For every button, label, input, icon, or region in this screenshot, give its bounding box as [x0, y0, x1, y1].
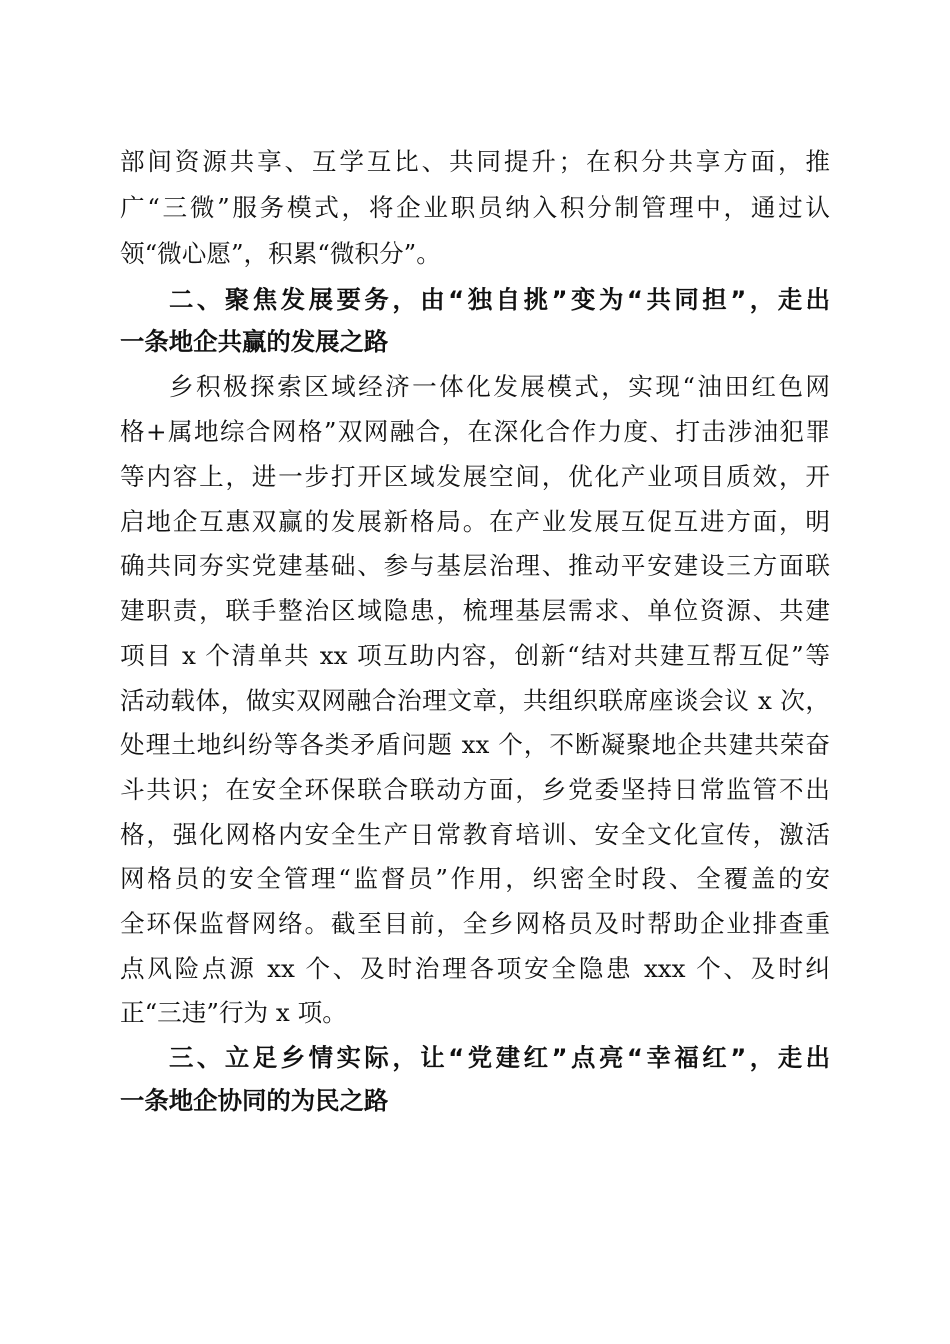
- text-line: 全环保监督网络。截至目前，全乡网格员及时帮助企业排查重: [120, 909, 830, 938]
- text-line: 确共同夯实党建基础、参与基层治理、推动平安建设三方面联: [120, 551, 830, 580]
- text-line: 项目 x 个清单共 xx 项互助内容，创新“结对共建互帮互促”等: [120, 641, 830, 670]
- text-line: 部间资源共享、互学互比、共同提升；在积分共享方面，推: [120, 147, 830, 176]
- text-line: 建职责，联手整治区域隐患，梳理基层需求、单位资源、共建: [120, 596, 830, 625]
- heading-line: 三、立足乡情实际，让“党建红”点亮“幸福红”，走出: [169, 1043, 830, 1072]
- text-line: 处理土地纠纷等各类矛盾问题 xx 个，不断凝聚地企共建共荣奋: [120, 730, 830, 759]
- text-line: 点风险点源 xx 个、及时治理各项安全隐患 xxx 个、及时纠: [120, 954, 830, 983]
- text-line: 乡积极探索区域经济一体化发展模式，实现“油田红色网: [169, 372, 830, 401]
- text-line: 斗共识；在安全环保联合联动方面，乡党委坚持日常监管不出: [120, 775, 830, 804]
- text-line: 领“微心愿”，积累“微积分”。: [120, 239, 441, 268]
- text-line: 广“三微”服务模式，将企业职员纳入积分制管理中，通过认: [120, 193, 830, 222]
- heading-line: 一条地企协同的为民之路: [120, 1086, 389, 1115]
- text-line: 格，强化网格内安全生产日常教育培训、安全文化宣传，激活: [120, 820, 830, 849]
- heading-line: 一条地企共赢的发展之路: [120, 327, 389, 356]
- text-line: 启地企互惠双赢的发展新格局。在产业发展互促互进方面，明: [120, 507, 830, 536]
- text-line: 活动载体，做实双网融合治理文章，共组织联席座谈会议 x 次，: [120, 686, 830, 715]
- heading-line: 二、聚焦发展要务，由“独自挑”变为“共同担”，走出: [169, 285, 830, 314]
- text-line: 格+属地综合网格”双网融合，在深化合作力度、打击涉油犯罪: [120, 417, 830, 446]
- text-line: 等内容上，进一步打开区域发展空间，优化产业项目质效，开: [120, 462, 830, 491]
- text-line: 网格员的安全管理“监督员”作用，织密全时段、全覆盖的安: [120, 864, 830, 893]
- text-line: 正“三违”行为 x 项。: [120, 998, 347, 1027]
